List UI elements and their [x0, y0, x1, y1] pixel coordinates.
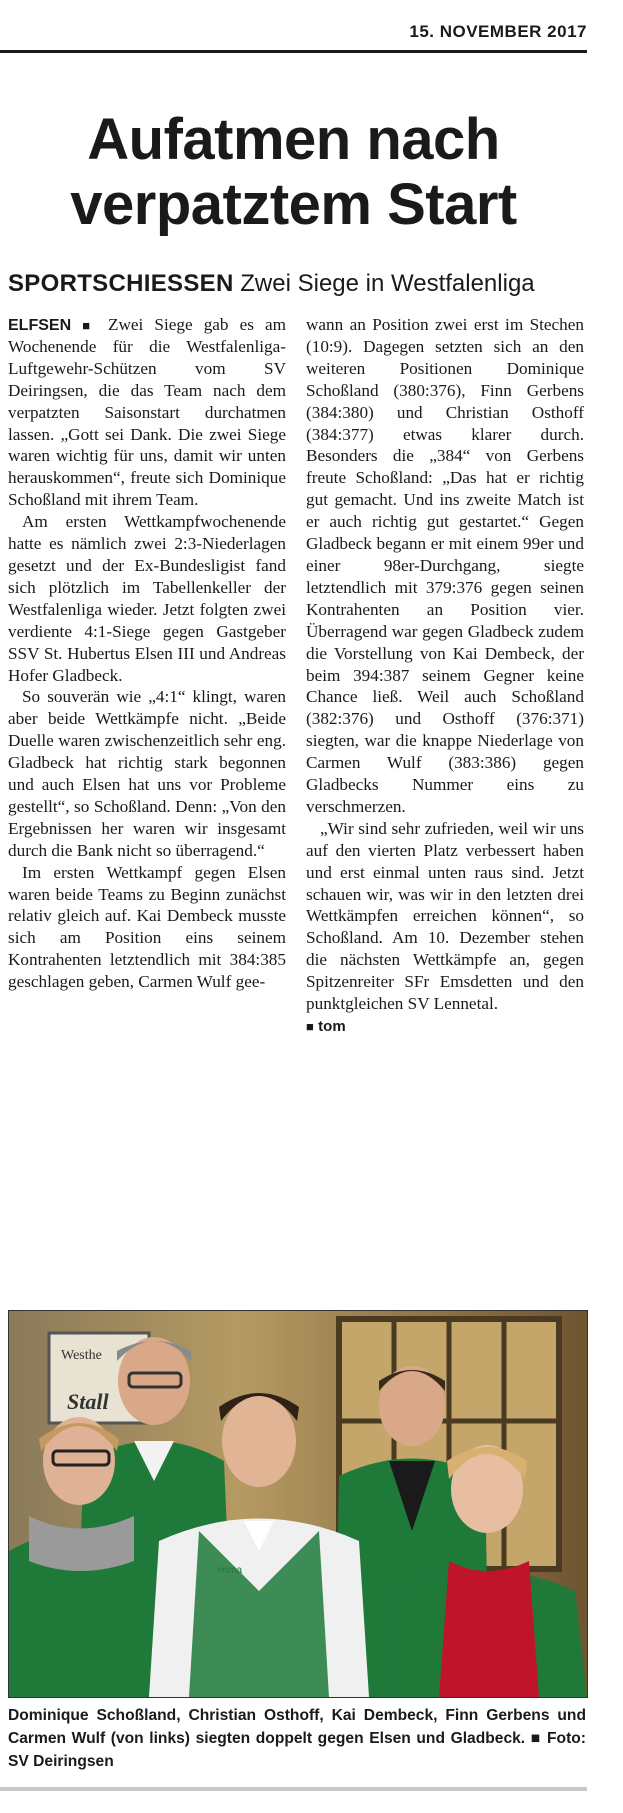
bullet: ■ [530, 1730, 542, 1747]
article-column-right [306, 314, 584, 1037]
bullet: ■ [306, 1019, 314, 1034]
top-rule [0, 50, 587, 53]
caption-text: Dominique Schoßland, Christian Osthoff, Kai Dembeck, Finn Gerbens und Carmen Wulf (von links) siegten doppelt gegen Elsen und Gladbeck. [8, 1707, 586, 1747]
headline-line-2: verpatztem Start [70, 171, 517, 237]
paragraph-text: Zwei Siege gab es am Wochenende für die Westfalenliga-Luftgewehr-Schützen vom SV Deiringsen, die das Team nach dem verpatzten Saisonstart durchatmen lassen. „Gott sei Dank. Die zwei Siege waren wichtig für uns, damit wir unten herauskommen“, freute sich Dominique Schoßland mit ihrem Team. [8, 315, 287, 510]
bottom-rule [0, 1787, 587, 1791]
sign-text-2: Stall [67, 1389, 109, 1414]
paragraph-intro [8, 314, 286, 511]
paragraph: „Wir sind sehr zufrieden, weil wir uns auf den vierten Platz verbessert haben und erst einmal unten raus sind. Jetzt schauen wir, was wir in den letzten drei Wettkämpfen erreichen können“, so Schoßland. Am 10. Dezember stehen die nächsten Wettkämpfe an, gegen Spitzenreiter SFr Emsdetten und den punktgleichen SV Lennetal. [306, 818, 584, 1014]
headline-line-1: Aufatmen nach [87, 107, 500, 172]
paragraph: wann an Position zwei erst im Stechen (10:9). Dagegen setzten sich an den weiteren Positionen Dominique Schoßland (380:376), Finn Gerbens (384:380) und Christian Osthoff (384:377) etwas klarer durch. Besonders die „384“ von Gerbens freute Schoßland: „Das hat er richtig gut gemacht. Und ins zweite Match ist er auch richtig gut gestartet.“ Gegen Gladbeck begann er mit einem 99er und einer 98er-Durchgang, siegte letztendlich mit 379:376 gegen seinen Kontrahenten an Position vier. Überragend war gegen Gladbeck zudem die Vorstellung von Kai Dembeck, der beim 394:387 seinem Gegner keine Chance ließ. Weil auch Schoßland (382:376) und Osthoff (376:371) siegten, war die knappe Niederlage von Carmen Wulf (383:386) gegen Gladbecks Nummer eins zu verschmerzen. [306, 315, 584, 816]
paragraph: So souverän wie „4:1“ klingt, waren aber beide Wettkämpfe nicht. „Beide Duelle waren zwischenzeitlich sehr eng. Gladbeck hat richtig stark begonnen und auch Elsen hat uns vor Probleme gestellt“, so Schoßland. Denn: „Von den Ergebnissen her waren wir insgesamt durch die Bank nicht so überragend.“ [8, 687, 286, 860]
article-column-left [8, 314, 286, 993]
author-line [306, 1015, 584, 1037]
photo-caption [8, 1704, 586, 1773]
kicker: SPORTSCHIESSEN [8, 270, 234, 297]
photo-credit: Foto: SV Deiringsen [8, 1730, 586, 1770]
paragraph: Im ersten Wettkampf gegen Elsen waren beide Teams zu Beginn zunächst relativ gleich auf. Kai Dembeck musste sich am Position eins seinem Kontrahenten letztendlich mit 384:385 geschlagen geben, Carmen Wulf gee- [8, 862, 286, 992]
jacket-logo: erima [217, 1565, 243, 1576]
sign-text-1: Westhe [61, 1348, 102, 1363]
subtitle: Zwei Siege in Westfalenliga [240, 270, 535, 297]
subheadline [8, 270, 535, 298]
team-photo [8, 1310, 588, 1698]
bullet: ■ [82, 318, 97, 333]
team-photo-illustration [9, 1311, 587, 1697]
date-line: 15. NOVEMBER 2017 [409, 22, 587, 41]
author: tom [318, 1018, 346, 1035]
headline [0, 108, 587, 238]
paragraph: Am ersten Wettkampfwochenende hatte es nämlich zwei 2:3-Niederlagen gesetzt und der Ex-Bundesligist fand sich plötzlich im Tabellenkeller der Westfalenliga wieder. Jetzt folgten zwei verdiente 4:1-Siege gegen Gastgeber SSV St. Hubertus Elsen III und Andreas Hofer Gladbeck. [8, 512, 286, 685]
dateline: ELFSEN [8, 317, 72, 334]
